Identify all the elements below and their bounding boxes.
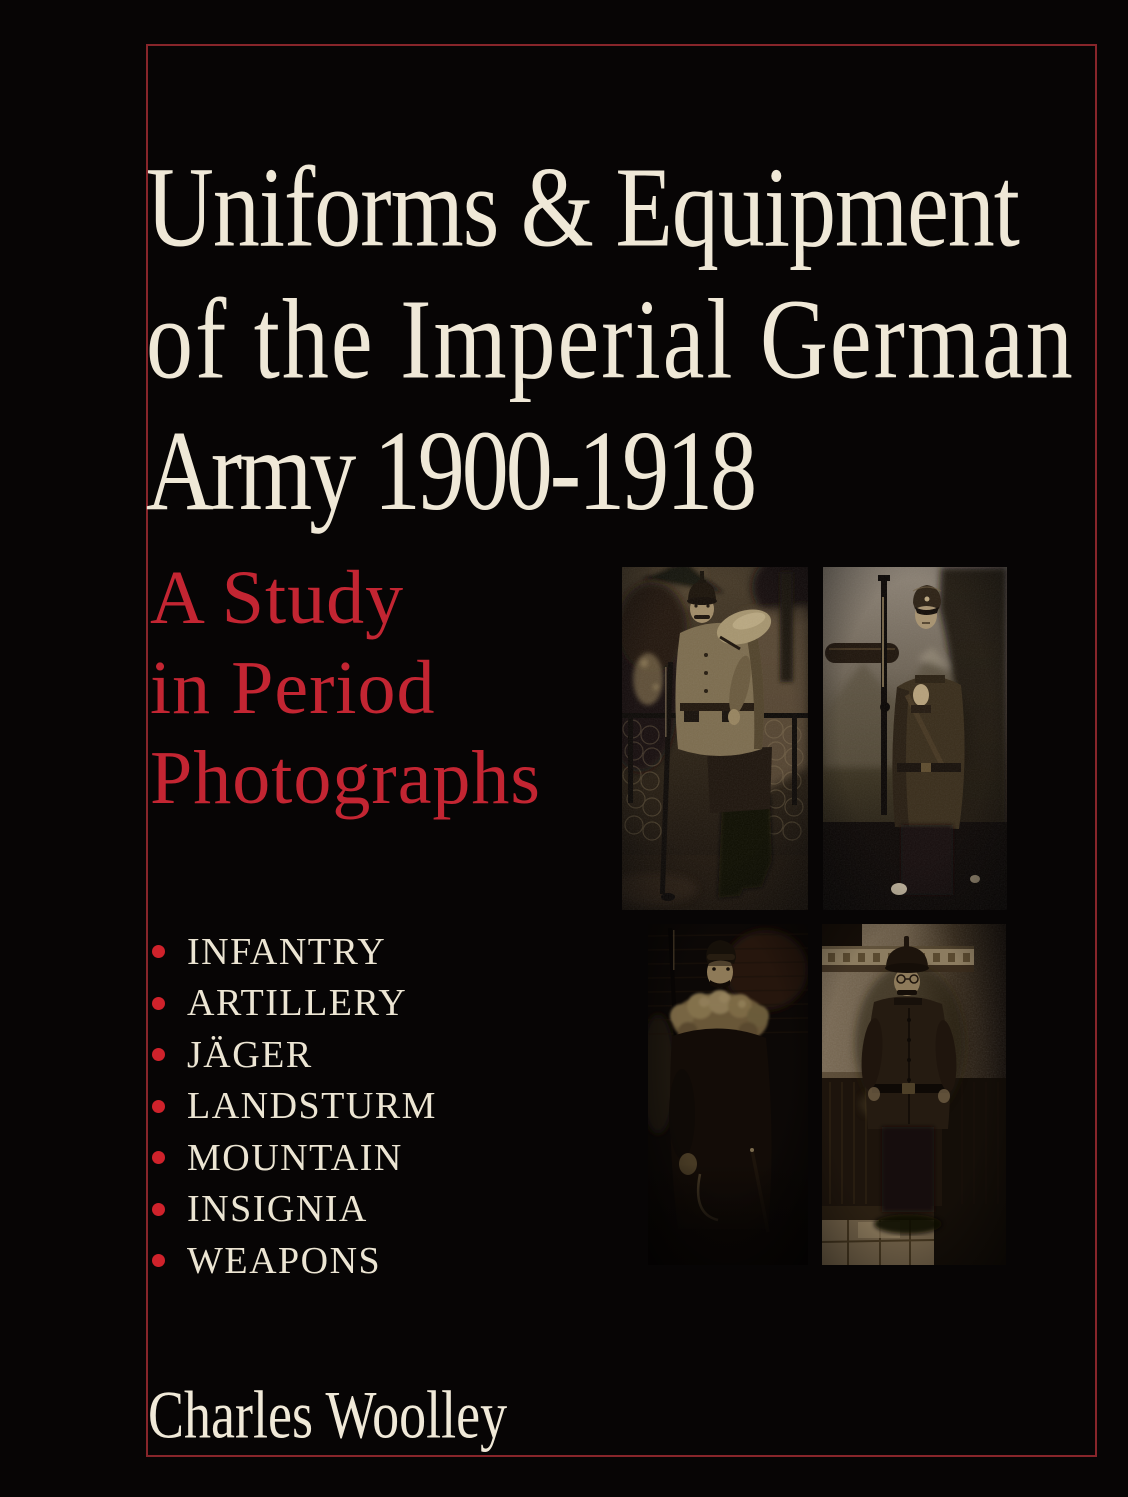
title-line-2: of the Imperial German (146, 276, 1075, 404)
topic-item-infantry (152, 926, 437, 978)
topic-label: MOUNTAIN (187, 1136, 403, 1179)
subtitle-line-3: Photographs (150, 736, 541, 820)
topic-label: INFANTRY (187, 930, 387, 973)
topic-item-landsturm (152, 1081, 437, 1133)
subtitle-block (150, 553, 541, 823)
bullet-icon (152, 945, 165, 958)
bullet-icon (152, 1151, 165, 1164)
photo-mountain-trooper (823, 567, 1007, 910)
topic-item-insignia (152, 1184, 437, 1236)
photo-infantryman-pickelhaube (622, 567, 808, 910)
topic-label: LANDSTURM (187, 1085, 437, 1128)
topics-list (152, 926, 437, 1287)
topic-label: JÄGER (187, 1033, 313, 1076)
bullet-icon (152, 1048, 165, 1061)
topic-label: ARTILLERY (187, 982, 408, 1025)
topic-label: WEAPONS (187, 1239, 382, 1282)
topic-item-weapons (152, 1235, 437, 1287)
topic-item-jaeger (152, 1029, 437, 1081)
photo-fur-collar-soldier (648, 924, 808, 1265)
topic-item-mountain (152, 1132, 437, 1184)
title-line-1: Uniforms & Equipment (146, 144, 1019, 272)
topic-item-artillery (152, 978, 437, 1030)
author-name: Charles Woolley (148, 1377, 508, 1453)
title-line-3: Army 1900-1918 (146, 407, 755, 535)
subtitle-line-1: A Study (150, 556, 405, 640)
subtitle-line-2: in Period (150, 646, 436, 730)
photo-soldier-stucco-wall (822, 924, 1006, 1265)
bullet-icon (152, 997, 165, 1010)
bullet-icon (152, 1203, 165, 1216)
title-block (146, 142, 1075, 537)
bullet-icon (152, 1254, 165, 1267)
bullet-icon (152, 1100, 165, 1113)
topic-label: INSIGNIA (187, 1188, 368, 1231)
